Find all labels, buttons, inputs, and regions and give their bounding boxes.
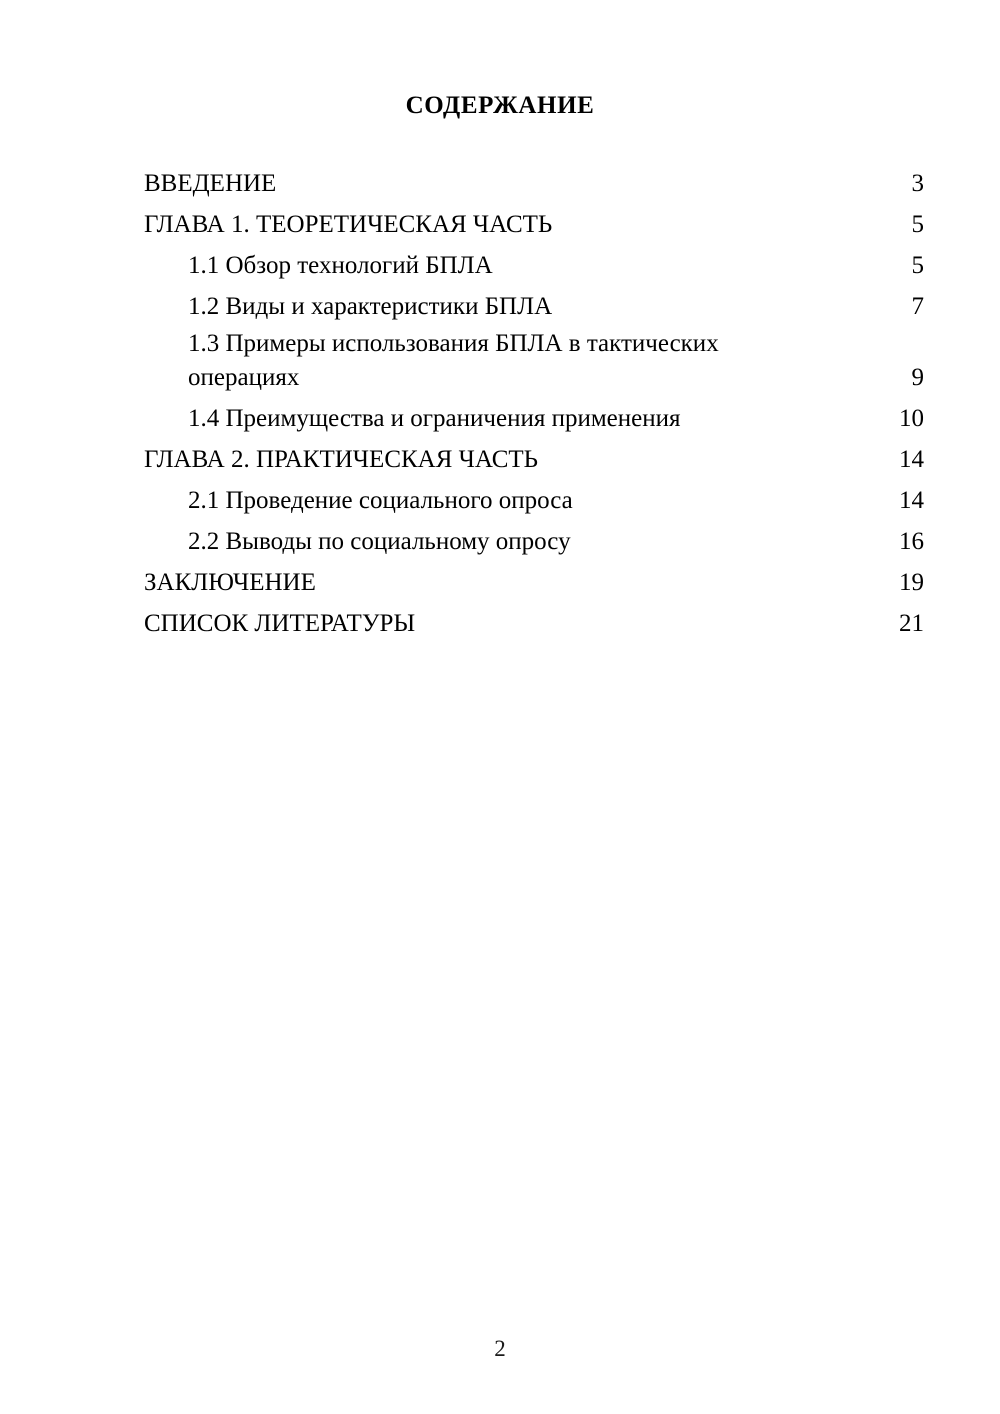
toc-entry-page: 5 xyxy=(911,211,924,238)
toc-entry[interactable] xyxy=(144,245,924,283)
toc-entry-page: 14 xyxy=(899,446,924,473)
toc-entry-label: 1.2 Виды и характеристики БПЛА xyxy=(188,293,553,320)
toc-entry-page: 21 xyxy=(899,610,924,637)
page-footer-number: 2 xyxy=(494,1336,506,1361)
toc-entry-page: 7 xyxy=(911,293,924,320)
toc-entry[interactable] xyxy=(144,439,924,477)
toc-entry[interactable] xyxy=(144,327,924,395)
toc-entry-label: 1.4 Преимущества и ограничения применения xyxy=(188,405,681,432)
toc-entry-label: СПИСОК ЛИТЕРАТУРЫ xyxy=(144,610,416,637)
toc-entry-page: 19 xyxy=(899,569,924,596)
toc-entry[interactable] xyxy=(144,163,924,201)
toc-entry-label: 2.2 Выводы по социальному опросу xyxy=(188,528,571,555)
toc-entry[interactable] xyxy=(144,562,924,600)
toc-entry-page: 9 xyxy=(911,364,924,391)
toc-entry[interactable] xyxy=(144,521,924,559)
table-of-contents xyxy=(144,163,924,644)
toc-entry[interactable] xyxy=(144,480,924,518)
toc-entry-label: ЗАКЛЮЧЕНИЕ xyxy=(144,569,316,596)
toc-entry[interactable] xyxy=(144,398,924,436)
toc-entry-page: 3 xyxy=(911,170,924,197)
toc-entry-label: ВВЕДЕНИЕ xyxy=(144,170,277,197)
page-title: СОДЕРЖАНИЕ xyxy=(405,92,595,119)
toc-entry-label: 1.1 Обзор технологий БПЛА xyxy=(188,252,493,279)
toc-entry-label: ГЛАВА 2. ПРАКТИЧЕСКАЯ ЧАСТЬ xyxy=(144,446,539,473)
toc-entry-label: ГЛАВА 1. ТЕОРЕТИЧЕСКАЯ ЧАСТЬ xyxy=(144,211,553,238)
toc-entry-label: 2.1 Проведение социального опроса xyxy=(188,487,573,514)
toc-entry-page: 5 xyxy=(911,252,924,279)
toc-entry[interactable] xyxy=(144,204,924,242)
toc-entry[interactable] xyxy=(144,603,924,641)
toc-entry-page: 10 xyxy=(899,405,924,432)
toc-entry-label: 1.3 Примеры использования БПЛА в тактических операциях xyxy=(188,330,719,391)
toc-entry-page: 16 xyxy=(899,528,924,555)
toc-entry-page: 14 xyxy=(899,487,924,514)
toc-entry[interactable] xyxy=(144,286,924,324)
